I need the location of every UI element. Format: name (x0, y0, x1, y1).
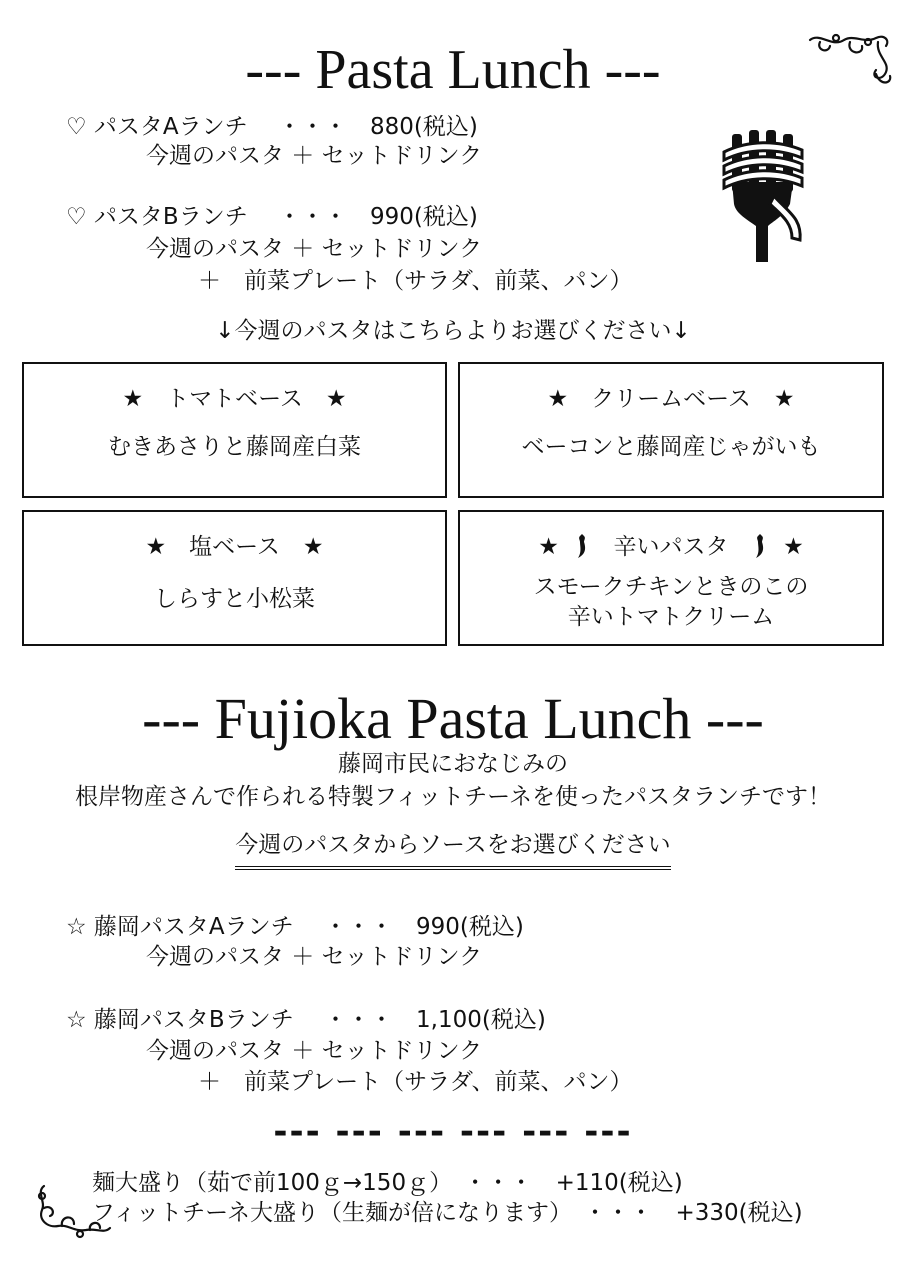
star-icon: ★ (783, 534, 804, 560)
choose-sauce-text: 今週のパスタからソースをお選びください (235, 832, 670, 870)
fujioka-desc-line2: 根岸物産さんで作られる特製フィットチーネを使ったパスタランチです！ (74, 784, 831, 810)
spicy-pasta-heading (460, 528, 882, 561)
fujioka-pasta-lunch-title: --- Fujioka Pasta Lunch --- (142, 686, 764, 751)
spicy-pasta-box (458, 510, 884, 646)
tomato-base-box (22, 362, 447, 498)
chili-pepper-icon (572, 534, 592, 558)
salt-base-heading: ★ 塩ベース ★ (145, 534, 324, 560)
fujioka-pasta-a-price: ☆ 藤岡パスタAランチ ・・・ 990(税込) (66, 914, 524, 940)
fettuccine-large-option: フィットチーネ大盛り（生麺が倍になります） ・・・ +330(税込) (92, 1200, 803, 1226)
spicy-pasta-label: 辛いパスタ (613, 534, 729, 560)
fujioka-desc-line1: 藤岡市民におなじみの (338, 751, 568, 777)
cream-base-heading: ★ クリームベース ★ (547, 386, 795, 412)
tomato-base-dish: むきあさりと藤岡産白菜 (108, 434, 361, 460)
pasta-a-lunch-contents: 今週のパスタ ＋ セットドリンク (146, 143, 483, 169)
star-icon: ★ (538, 534, 559, 560)
fujioka-pasta-b-contents: 今週のパスタ ＋ セットドリンク (146, 1038, 483, 1064)
pasta-b-lunch-plate: ＋ 前菜プレート（サラダ、前菜、パン） (198, 268, 633, 294)
salt-base-dish: しらすと小松菜 (154, 586, 315, 612)
tomato-base-heading: ★ トマトベース ★ (122, 386, 347, 412)
flourish-ornament-icon (34, 1182, 114, 1242)
choose-sauce-note (0, 832, 906, 870)
fujioka-pasta-a-contents: 今週のパスタ ＋ セットドリンク (146, 944, 483, 970)
choose-pasta-note: ↓今週のパスタはこちらよりお選びください↓ (215, 318, 691, 344)
noodle-large-option: 麺大盛り（茹で前100ｇ→150ｇ） ・・・ +110(税込) (92, 1170, 683, 1196)
pasta-a-lunch-price: ♡ パスタAランチ ・・・ 880(税込) (66, 114, 478, 140)
pasta-lunch-title: --- Pasta Lunch --- (245, 39, 661, 101)
pasta-b-lunch-price: ♡ パスタBランチ ・・・ 990(税込) (66, 204, 478, 230)
chili-pepper-icon (750, 534, 770, 558)
cream-base-box (458, 362, 884, 498)
fujioka-pasta-b-price: ☆ 藤岡パスタBランチ ・・・ 1,100(税込) (66, 1007, 546, 1033)
salt-base-box (22, 510, 447, 646)
fork-with-pasta-icon (718, 126, 806, 262)
dashed-divider: --- --- --- --- --- --- (273, 1112, 633, 1152)
cream-base-dish: ベーコンと藤岡産じゃがいも (521, 434, 821, 460)
spicy-pasta-dish: スモークチキンときのこの 辛いトマトクリーム (533, 574, 809, 630)
pasta-b-lunch-contents: 今週のパスタ ＋ セットドリンク (146, 236, 483, 262)
fujioka-pasta-b-plate: ＋ 前菜プレート（サラダ、前菜、パン） (198, 1069, 633, 1095)
